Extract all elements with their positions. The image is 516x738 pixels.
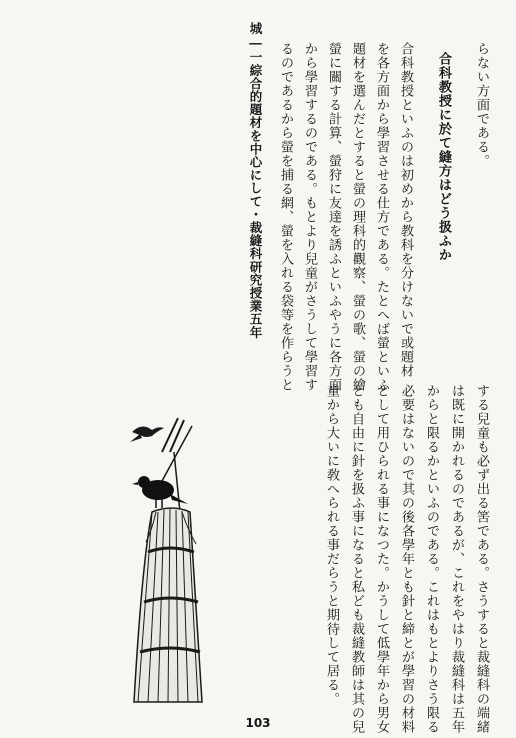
text-column: らない方面である。 xyxy=(474,42,489,168)
running-header: 城―一綜合的題材を中心にして・裁縫科研究授業五年 xyxy=(248,22,263,339)
text-column: るのであるから螢を捕る網、螢を入れる袋等を作らうと xyxy=(278,42,293,392)
text-column: からと限るかといふのである。これはもとよりさう限る xyxy=(424,384,439,734)
straw-sheaf-icon xyxy=(134,508,202,702)
text-column: とも自由に針を扱ふ事になると私ども裁縫教師は其の兒 xyxy=(349,384,364,734)
text-column: を各方面から學習させる仕方である。たとへば螢といふ xyxy=(374,42,389,392)
text-column: する兒童も必ず出る筈である。さうすると裁縫科の端緒 xyxy=(474,384,489,734)
page-number: 103 xyxy=(245,716,271,730)
text-column: 童から大いに敎へられる事だらうと期待して居る。 xyxy=(324,384,339,706)
text-column: は既に開かれるのであるが、これをやはり裁縫科は五年 xyxy=(449,384,464,734)
text-column: 合科教授といふのは初めから教科を分けないで或題材 xyxy=(398,42,413,378)
section-heading: 合科教授に於て縫方はどう扱ふか xyxy=(436,52,451,262)
text-column: から學習するのである。もとより兒童がさうして學習す xyxy=(302,42,317,392)
text-column: 題材を選んだとすると螢の理科的觀察、螢の歌、螢の繪 xyxy=(350,42,365,392)
flying-bird-icon xyxy=(130,426,164,442)
bird-and-straw-sheaf-illustration xyxy=(112,412,222,704)
text-column: として用ひられる事になつた。かうして低學年から男女 xyxy=(374,384,389,734)
text-column: 必要はないので其の後各學年とも針と締とが學習の材料 xyxy=(399,384,414,734)
text-column: 螢に關する計算、螢狩に友達を誘ふといふやうに各方面 xyxy=(326,42,341,392)
